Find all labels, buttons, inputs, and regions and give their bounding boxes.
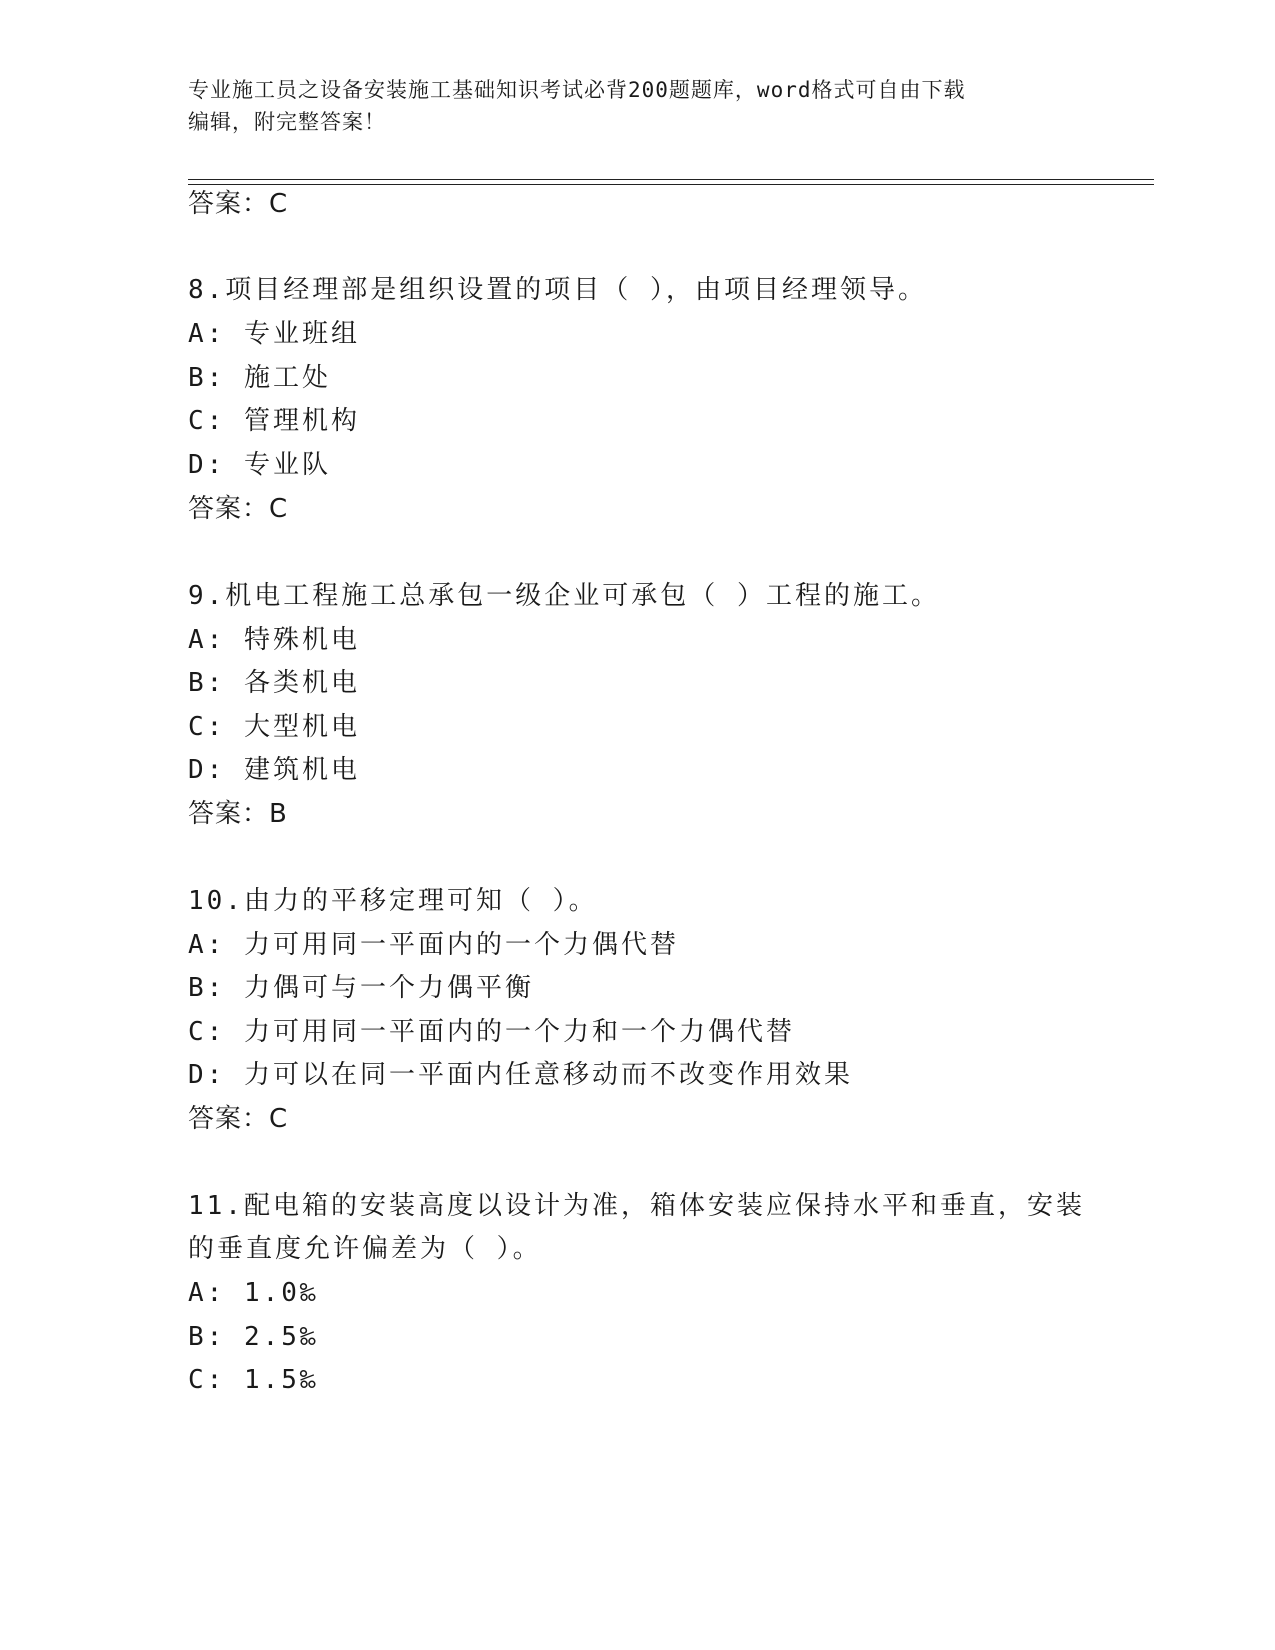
- question-8-option-a: A: 专业班组: [188, 319, 360, 349]
- question-9-answer: 答案：B: [188, 799, 288, 829]
- question-8-option-b: B: 施工处: [188, 363, 331, 393]
- question-11-option-b: B: 2.5‰: [188, 1322, 319, 1352]
- question-11-option-c: C: 1.5‰: [188, 1365, 319, 1395]
- header-line-1: 专业施工员之设备安装施工基础知识考试必背200题题库，word格式可自由下载: [188, 78, 966, 102]
- question-11-option-a: A: 1.0‰: [188, 1278, 319, 1308]
- header-divider-top: [188, 179, 1154, 180]
- document-header: [188, 74, 1088, 138]
- question-10-option-b: B: 力偶可与一个力偶平衡: [188, 973, 534, 1003]
- question-8-option-c: C: 管理机构: [188, 406, 360, 436]
- question-8-text: 8.项目经理部是组织设置的项目（ ），由项目经理领导。: [188, 275, 927, 305]
- question-9-option-a: A: 特殊机电: [188, 625, 360, 655]
- question-9-option-c: C: 大型机电: [188, 712, 360, 742]
- question-8-option-d: D: 专业队: [188, 450, 331, 480]
- header-divider-bottom: [188, 184, 1154, 185]
- question-10-option-c: C: 力可用同一平面内的一个力和一个力偶代替: [188, 1017, 795, 1047]
- question-9-option-d: D: 建筑机电: [188, 755, 360, 785]
- question-9-option-b: B: 各类机电: [188, 668, 360, 698]
- header-line-2: 编辑，附完整答案！: [188, 110, 386, 134]
- question-10-text: 10.由力的平移定理可知（ ）。: [188, 886, 598, 916]
- answer-7: 答案：C: [188, 189, 289, 219]
- question-10-answer: 答案：C: [188, 1104, 289, 1134]
- question-8-answer: 答案：C: [188, 494, 289, 524]
- question-11-text-line-2: 的垂直度允许偏差为（ ）。: [188, 1234, 542, 1264]
- question-11-text-line-1: 11.配电箱的安装高度以设计为准，箱体安装应保持水平和垂直，安装: [188, 1191, 1085, 1221]
- question-10-option-a: A: 力可用同一平面内的一个力偶代替: [188, 930, 679, 960]
- question-10-option-d: D: 力可以在同一平面内任意移动而不改变作用效果: [188, 1060, 853, 1090]
- question-9-text: 9.机电工程施工总承包一级企业可承包（ ）工程的施工。: [188, 581, 940, 611]
